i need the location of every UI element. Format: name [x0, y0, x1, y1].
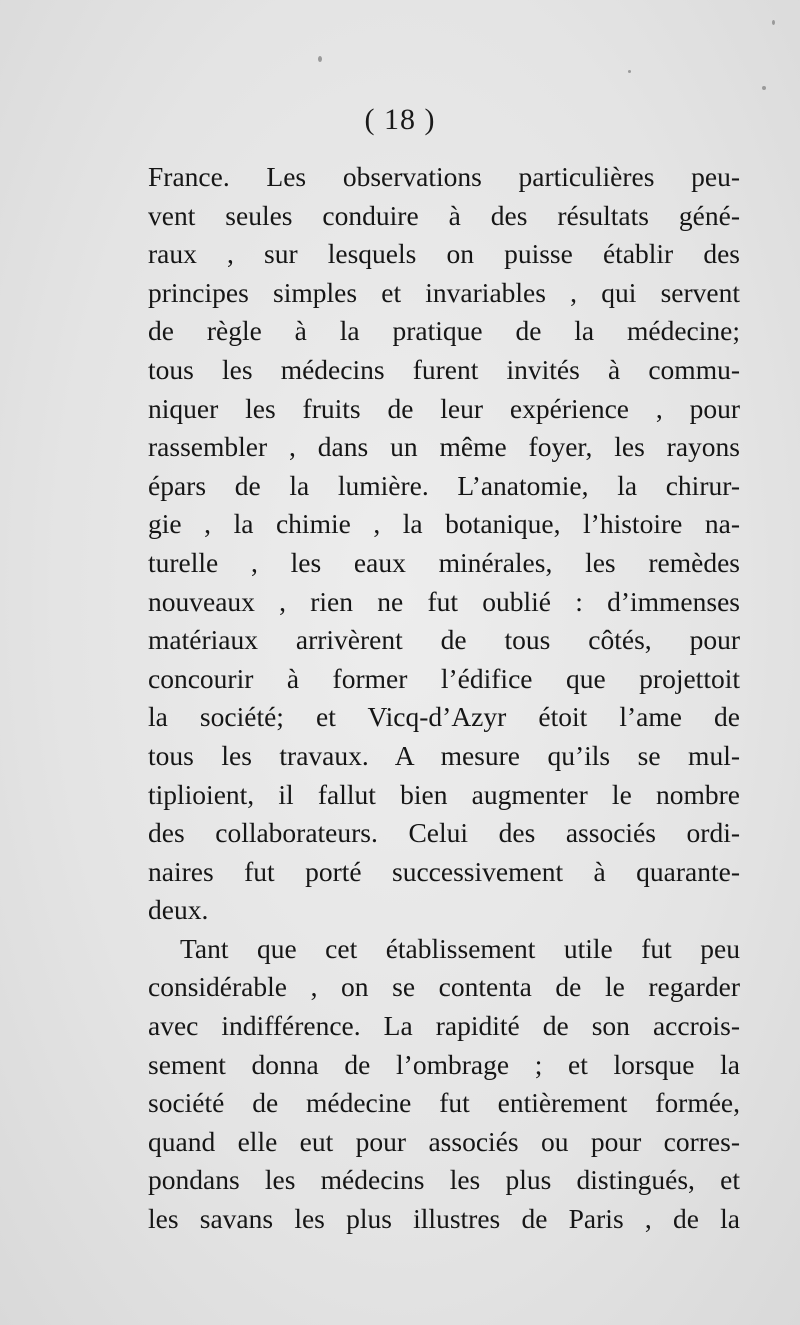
text-line: naires fut porté successivement à quarante-: [148, 855, 740, 887]
text-line: rassembler , dans un même foyer, les rayons: [148, 431, 740, 463]
paragraph-1: [148, 158, 740, 930]
text-line: Tant que cet établissement utile fut peu: [180, 932, 740, 964]
text-line: nouveaux , rien ne fut oublié : d’immenses: [148, 585, 740, 617]
text-line: gie , la chimie , la botanique, l’histoire na-: [148, 508, 740, 540]
text-line: tous les médecins furent invités à commu-: [148, 353, 740, 385]
text-line: tiplioient, il fallut bien augmenter le nombre: [148, 778, 740, 810]
text-line: les savans les plus illustres de Paris , de la: [148, 1203, 740, 1235]
text-line: considérable , on se contenta de le regarder: [148, 971, 740, 1003]
text-line: des collaborateurs. Celui des associés ordi-: [148, 817, 740, 849]
paper-speck: [318, 56, 322, 62]
text-line: avec indifférence. La rapidité de son accrois-: [148, 1010, 740, 1042]
text-line: sement donna de l’ombrage ; et lorsque la: [148, 1048, 740, 1080]
text-line: niquer les fruits de leur expérience , pour: [148, 392, 740, 424]
text-line: société de médecine fut entièrement formée,: [148, 1087, 740, 1119]
body-text: [148, 158, 740, 1239]
text-line: de règle à la pratique de la médecine;: [148, 315, 740, 347]
text-line: vent seules conduire à des résultats géné-: [148, 199, 740, 231]
text-line: matériaux arrivèrent de tous côtés, pour: [148, 624, 740, 656]
text-line: France. Les observations particulières peu-: [148, 161, 740, 192]
text-line: épars de la lumière. L’anatomie, la chirur-: [148, 469, 740, 501]
page-number: ( 18 ): [364, 103, 436, 136]
text-line: deux.: [148, 894, 209, 926]
text-line: quand elle eut pour associés ou pour corres-: [148, 1125, 740, 1157]
paper-speck: [628, 70, 631, 73]
text-line: principes simples et invariables , qui servent: [148, 276, 740, 308]
paragraph-2: [148, 930, 740, 1239]
text-line: tous les travaux. A mesure qu’ils se mul-: [148, 739, 740, 771]
text-line: concourir à former l’édifice que projettoit: [148, 662, 740, 694]
text-line: turelle , les eaux minérales, les remèdes: [148, 546, 740, 578]
paper-speck: [762, 86, 766, 90]
text-line: la société; et Vicq-d’Azyr étoit l’ame de: [148, 701, 740, 733]
text-line: raux , sur lesquels on puisse établir des: [148, 238, 740, 270]
paper-speck: [772, 20, 775, 25]
text-line: pondans les médecins les plus distingués, et: [148, 1164, 740, 1196]
